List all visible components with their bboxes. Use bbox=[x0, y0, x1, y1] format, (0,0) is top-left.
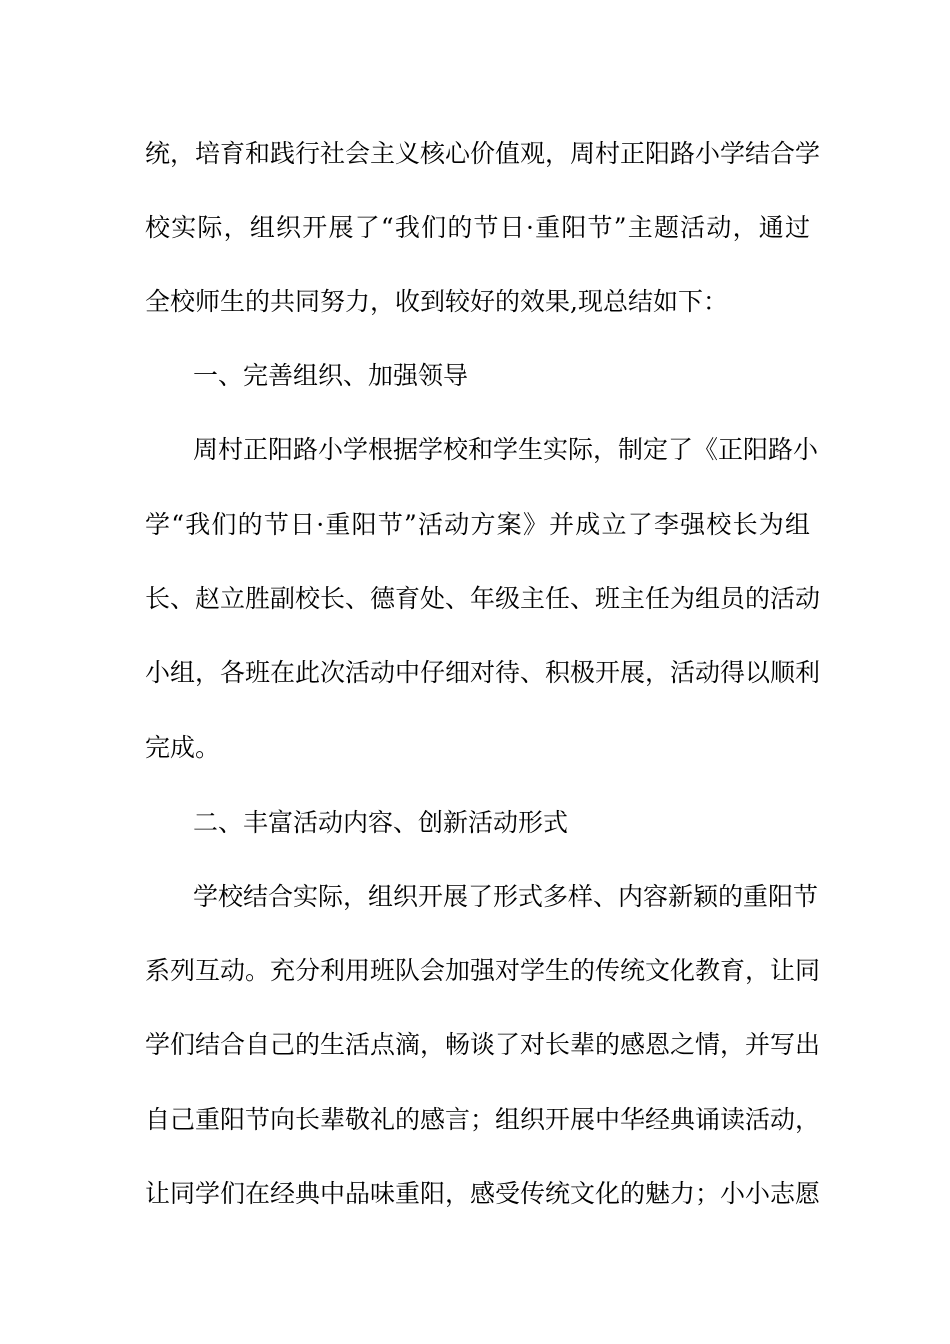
paragraph-line: 学们结合自己的生活点滴，畅谈了对长辈的感恩之情，并写出 bbox=[145, 1030, 821, 1059]
section-heading: 一、完善组织、加强领导 bbox=[193, 361, 469, 390]
paragraph-line: 让同学们在经典中品味重阳，感受传统文化的魅力；小小志愿 bbox=[145, 1179, 821, 1208]
paragraph-line: 小组，各班在此次活动中仔细对待、积极开展，活动得以顺利 bbox=[145, 658, 821, 687]
paragraph-line: 全校师生的共同努力，收到较好的效果,现总结如下： bbox=[145, 287, 728, 316]
paragraph-line: 自己重阳节向长辈敬礼的感言；组织开展中华经典诵读活动， bbox=[145, 1105, 821, 1134]
paragraph-line: 学校结合实际，组织开展了形式多样、内容新颖的重阳节 bbox=[193, 882, 819, 911]
section-heading: 二、丰富活动内容、创新活动形式 bbox=[193, 808, 569, 837]
paragraph-line: 周村正阳路小学根据学校和学生实际，制定了《正阳路小 bbox=[193, 435, 819, 464]
paragraph-line: 校实际，组织开展了“我们的节日·重阳节”主题活动，通过 bbox=[145, 213, 810, 242]
paragraph-line: 系列互动。充分利用班队会加强对学生的传统文化教育，让同 bbox=[145, 956, 821, 985]
paragraph-line: 学“我们的节日·重阳节”活动方案》并成立了李强校长为组 bbox=[145, 510, 810, 539]
paragraph-line: 完成。 bbox=[145, 733, 221, 762]
paragraph-line: 长、赵立胜副校长、德育处、年级主任、班主任为组员的活动 bbox=[145, 584, 821, 613]
paragraph-line: 统，培育和践行社会主义核心价值观，周村正阳路小学结合学 bbox=[145, 139, 821, 168]
